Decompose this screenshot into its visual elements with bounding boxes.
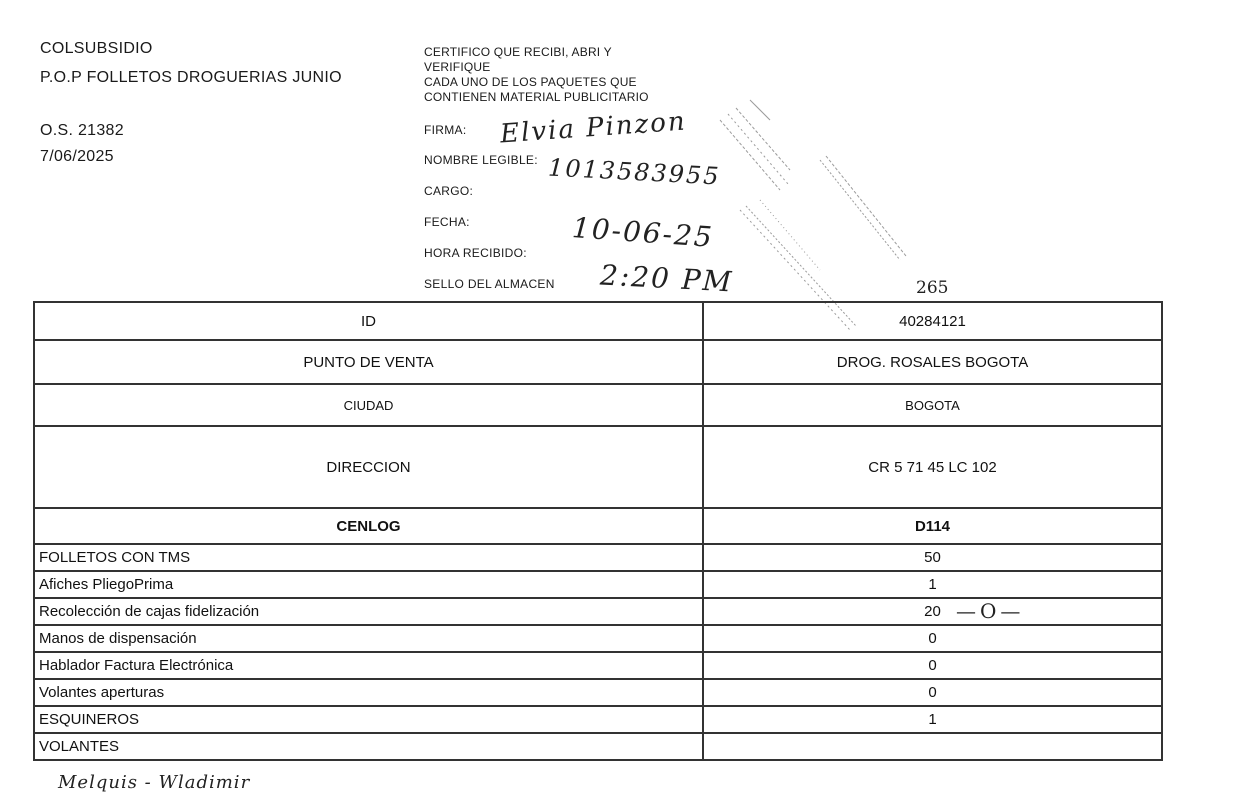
table-row <box>34 384 1162 426</box>
fecha-label: FECHA: <box>424 215 470 229</box>
table-row <box>34 426 1162 508</box>
direccion-value: CR 5 71 45 LC 102 <box>703 426 1162 508</box>
table-row <box>34 508 1162 544</box>
item-label: Manos de dispensación <box>34 625 703 652</box>
table-row <box>34 679 1162 706</box>
certificate-line: CERTIFICO QUE RECIBI, ABRI Y <box>424 45 612 59</box>
item-label: VOLANTES <box>34 733 703 760</box>
table-row <box>34 706 1162 733</box>
item-value: 1 <box>703 706 1162 733</box>
handwritten-bottom-note: Melquis - Wladimir <box>58 772 251 793</box>
handwritten-time: 2:20 PM <box>599 258 735 299</box>
firma-label: FIRMA: <box>424 123 467 137</box>
item-value <box>703 733 1162 760</box>
handwritten-page-number: 265 <box>916 278 949 298</box>
certificate-line: CADA UNO DE LOS PAQUETES QUE <box>424 75 637 89</box>
item-value: 20 <box>924 603 941 620</box>
certificate-line: VERIFIQUE <box>424 60 491 74</box>
direccion-label: DIRECCION <box>34 426 703 508</box>
item-label: Afiches PliegoPrima <box>34 571 703 598</box>
table-row <box>34 652 1162 679</box>
certificate-line: CONTIENEN MATERIAL PUBLICITARIO <box>424 90 649 104</box>
table-row <box>34 733 1162 760</box>
handwritten-signature: Elvia Pinzon <box>499 106 688 150</box>
delivery-table <box>33 301 1163 761</box>
hora-label: HORA RECIBIDO: <box>424 246 527 260</box>
order-number: O.S. 21382 <box>40 122 124 139</box>
table-row <box>34 544 1162 571</box>
table-row <box>34 598 1162 625</box>
document-date: 7/06/2025 <box>40 148 114 165</box>
table-row <box>34 302 1162 340</box>
punto-venta-label: PUNTO DE VENTA <box>34 340 703 384</box>
item-label: ESQUINEROS <box>34 706 703 733</box>
handwritten-date: 10-06-25 <box>571 211 715 254</box>
item-label: Hablador Factura Electrónica <box>34 652 703 679</box>
cenlog-label: CENLOG <box>34 508 703 544</box>
handwritten-correction: —O— <box>956 599 1025 623</box>
id-value: 40284121 <box>703 302 1162 340</box>
ciudad-label: CIUDAD <box>34 384 703 426</box>
table-row <box>34 340 1162 384</box>
table-row <box>34 625 1162 652</box>
campaign-title: P.O.P FOLLETOS DROGUERIAS JUNIO <box>40 69 342 86</box>
company-name: COLSUBSIDIO <box>40 40 153 57</box>
cenlog-value: D114 <box>703 508 1162 544</box>
sello-label: SELLO DEL ALMACEN <box>424 277 555 291</box>
table-row <box>34 571 1162 598</box>
item-value: 0 <box>703 679 1162 706</box>
item-label: Recolección de cajas fidelización <box>34 598 703 625</box>
id-label: ID <box>34 302 703 340</box>
item-value: 1 <box>703 571 1162 598</box>
ciudad-value: BOGOTA <box>703 384 1162 426</box>
item-value: 0 <box>703 625 1162 652</box>
nombre-label: NOMBRE LEGIBLE: <box>424 153 538 167</box>
item-label: Volantes aperturas <box>34 679 703 706</box>
punto-venta-value: DROG. ROSALES BOGOTA <box>703 340 1162 384</box>
item-value: 0 <box>703 652 1162 679</box>
cargo-label: CARGO: <box>424 184 474 198</box>
item-label: FOLLETOS CON TMS <box>34 544 703 571</box>
item-value: 50 <box>703 544 1162 571</box>
certificate-statement <box>424 45 649 105</box>
handwritten-id-number: 1013583955 <box>547 153 722 191</box>
item-value-cell <box>703 598 1162 625</box>
